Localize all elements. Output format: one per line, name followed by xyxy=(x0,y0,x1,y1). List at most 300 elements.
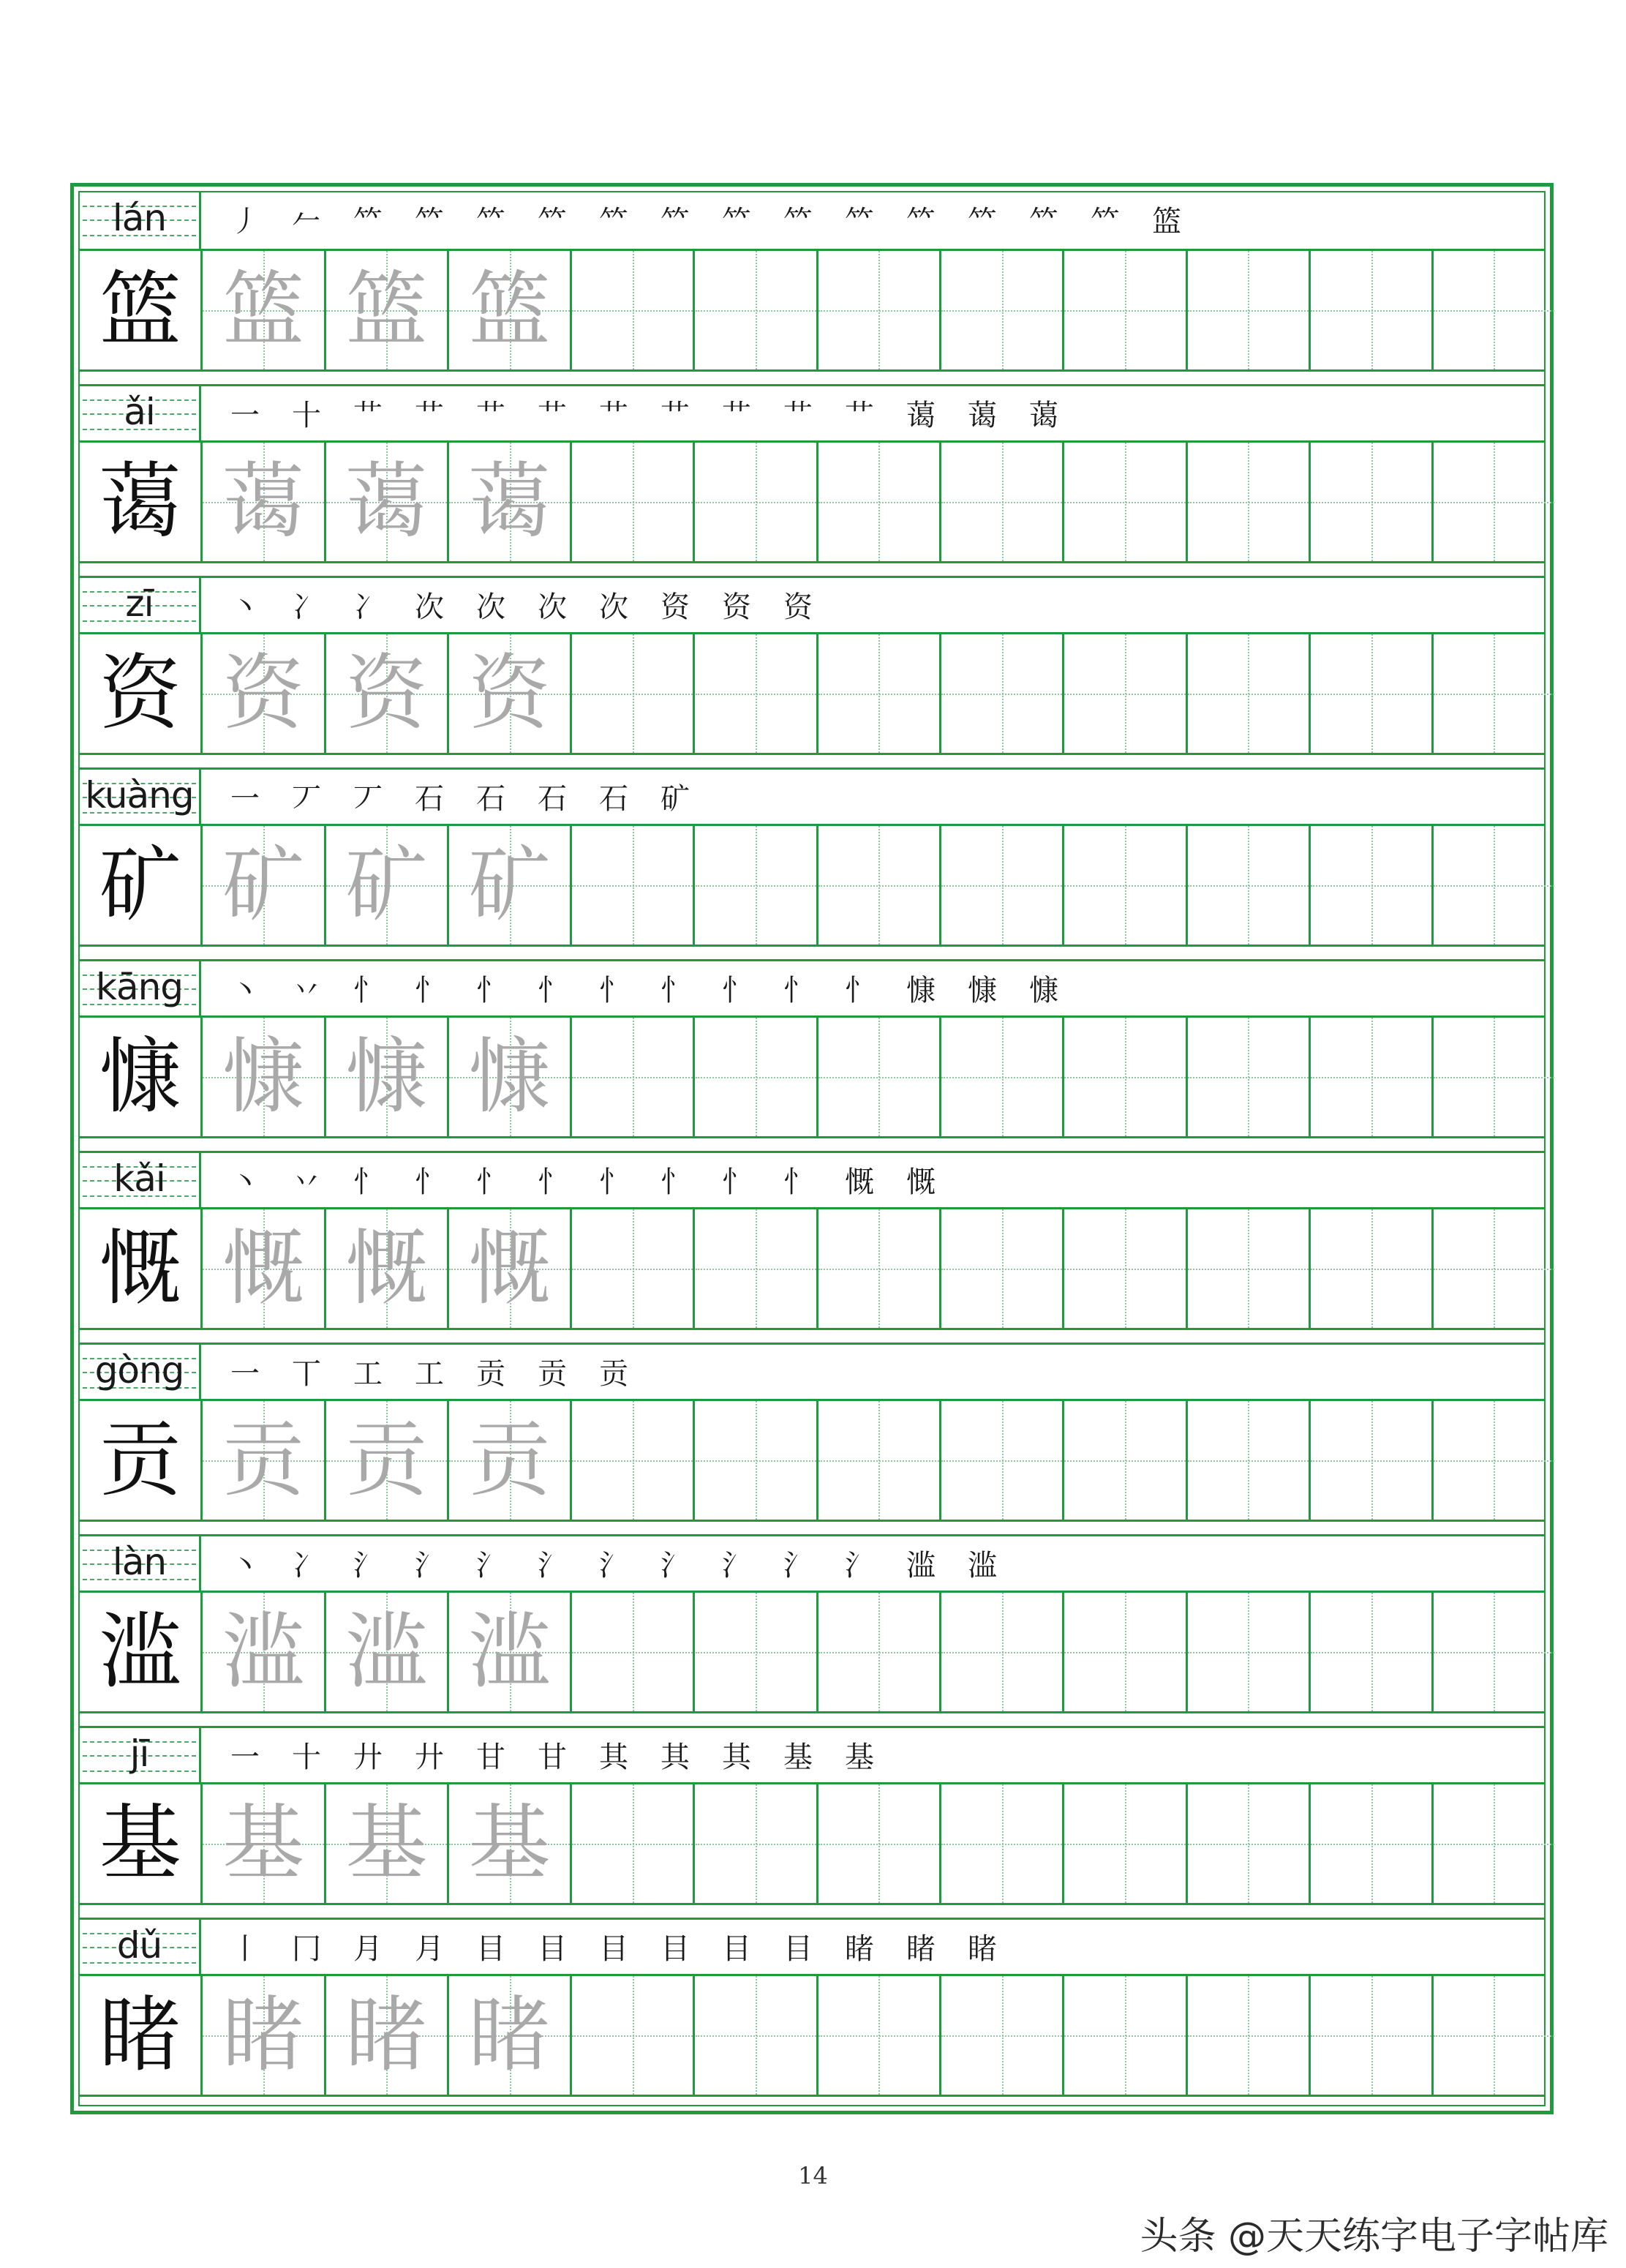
blank-practice-cell[interactable] xyxy=(1434,1018,1554,1136)
trace-character: 矿 xyxy=(222,838,304,933)
blank-practice-cell[interactable] xyxy=(1064,1018,1187,1136)
blank-practice-cell[interactable] xyxy=(1311,1976,1434,2095)
trace-cell xyxy=(326,826,449,945)
blank-practice-cell[interactable] xyxy=(1311,251,1434,369)
stroke-sequence xyxy=(214,392,1544,439)
trace-character: 睹 xyxy=(345,1988,428,2083)
stroke-step: 一 xyxy=(230,1741,260,1774)
model-cell xyxy=(80,1401,203,1520)
horizontal-guide xyxy=(1311,1077,1431,1078)
horizontal-guide xyxy=(1188,1460,1309,1462)
stroke-step: 氵 xyxy=(476,1549,505,1582)
horizontal-guide xyxy=(941,1844,1062,1845)
stroke-step: 甘 xyxy=(476,1741,505,1774)
stroke-step: 一 xyxy=(230,782,260,816)
stroke-order-row xyxy=(80,1343,1544,1401)
stroke-step: 慷 xyxy=(968,974,997,1007)
horizontal-guide xyxy=(1311,1269,1431,1270)
trace-cell xyxy=(203,251,325,369)
trace-character: 慨 xyxy=(222,1221,304,1316)
stroke-step: 𥫗 xyxy=(538,205,567,239)
stroke-step: 甘 xyxy=(538,1741,567,1774)
blank-practice-cell[interactable] xyxy=(1064,1593,1187,1711)
stroke-step: 冫 xyxy=(353,590,383,624)
blank-practice-cell[interactable] xyxy=(572,826,695,945)
trace-cell xyxy=(449,1784,572,1903)
horizontal-guide xyxy=(818,1077,939,1078)
stroke-step: 睹 xyxy=(906,1932,936,1966)
horizontal-guide xyxy=(572,885,693,887)
practice-row xyxy=(80,1534,1544,1726)
blank-practice-cell[interactable] xyxy=(941,826,1064,945)
pinyin-text: làn xyxy=(112,1541,167,1583)
stroke-step: 睹 xyxy=(845,1932,874,1966)
stroke-step: 𥫗 xyxy=(968,205,997,239)
blank-practice-cell[interactable] xyxy=(696,1018,818,1136)
blank-practice-cell[interactable] xyxy=(572,1784,695,1903)
practice-row xyxy=(80,384,1544,576)
horizontal-guide xyxy=(818,885,939,887)
blank-practice-cell[interactable] xyxy=(1434,1593,1554,1711)
horizontal-guide xyxy=(572,1269,693,1270)
stroke-step: 𥫗 xyxy=(660,205,690,239)
stroke-step: 艹 xyxy=(415,399,444,432)
blank-practice-cell[interactable] xyxy=(941,251,1064,369)
trace-character: 慷 xyxy=(468,1029,551,1124)
trace-character: 睹 xyxy=(468,1988,551,2083)
blank-practice-cell[interactable] xyxy=(1064,251,1187,369)
model-cell xyxy=(80,1209,203,1328)
blank-practice-cell[interactable] xyxy=(818,1209,941,1328)
trace-cell xyxy=(326,251,449,369)
horizontal-guide xyxy=(1434,1269,1554,1270)
model-cell xyxy=(80,1593,203,1711)
blank-practice-cell[interactable] xyxy=(572,1018,695,1136)
trace-cell xyxy=(449,443,572,561)
blank-practice-cell[interactable] xyxy=(696,1976,818,2095)
stroke-step: 十 xyxy=(292,399,321,432)
blank-practice-cell[interactable] xyxy=(1434,1209,1554,1328)
stroke-step: 艹 xyxy=(476,399,505,432)
blank-practice-cell[interactable] xyxy=(696,251,818,369)
stroke-step: 忄 xyxy=(722,1165,751,1199)
trace-cell xyxy=(449,1401,572,1520)
blank-practice-cell[interactable] xyxy=(572,634,695,753)
stroke-step: 忄 xyxy=(415,974,444,1007)
model-cell xyxy=(80,826,203,945)
character-grid-row xyxy=(80,634,1544,755)
stroke-sequence xyxy=(214,1926,1544,1972)
practice-row xyxy=(80,1343,1544,1534)
horizontal-guide xyxy=(1188,1269,1309,1270)
blank-practice-cell[interactable] xyxy=(1434,1784,1554,1903)
horizontal-guide xyxy=(941,1460,1062,1462)
model-character: 篮 xyxy=(99,263,181,358)
blank-practice-cell[interactable] xyxy=(1434,443,1554,561)
stroke-order-row xyxy=(80,384,1544,443)
pinyin-cell xyxy=(80,1345,201,1399)
stroke-order-row xyxy=(80,767,1544,826)
horizontal-guide xyxy=(1064,1844,1185,1845)
stroke-step: 其 xyxy=(599,1741,628,1774)
stroke-step: 忄 xyxy=(722,974,751,1007)
blank-practice-cell[interactable] xyxy=(1188,1018,1311,1136)
pinyin-text: kuàng xyxy=(85,774,194,816)
blank-practice-cell[interactable] xyxy=(818,1401,941,1520)
pinyin-cell xyxy=(80,1920,201,1974)
blank-practice-cell[interactable] xyxy=(1064,1784,1187,1903)
trace-cell xyxy=(449,1976,572,2095)
practice-row xyxy=(80,576,1544,767)
horizontal-guide xyxy=(1311,1460,1431,1462)
blank-practice-cell[interactable] xyxy=(818,251,941,369)
trace-cell xyxy=(203,1209,325,1328)
model-character: 睹 xyxy=(99,1988,181,2083)
horizontal-guide xyxy=(696,1077,816,1078)
horizontal-guide xyxy=(1434,885,1554,887)
blank-practice-cell[interactable] xyxy=(1311,826,1434,945)
blank-practice-cell[interactable] xyxy=(572,1976,695,2095)
blank-practice-cell[interactable] xyxy=(1188,443,1311,561)
stroke-step: 资 xyxy=(722,590,751,624)
stroke-step: 艹 xyxy=(722,399,751,432)
trace-character: 蔼 xyxy=(468,454,551,549)
pinyin-cell xyxy=(80,1536,201,1591)
trace-cell xyxy=(449,634,572,753)
pinyin-text: kāng xyxy=(95,966,184,1008)
stroke-step: 丶 xyxy=(230,1549,260,1582)
trace-character: 矿 xyxy=(468,838,551,933)
pinyin-text: dǔ xyxy=(116,1924,162,1967)
blank-practice-cell[interactable] xyxy=(696,443,818,561)
blank-practice-cell[interactable] xyxy=(1064,634,1187,753)
trace-character: 贡 xyxy=(345,1413,428,1508)
trace-cell xyxy=(203,826,325,945)
stroke-order-row xyxy=(80,1534,1544,1593)
trace-character: 基 xyxy=(468,1796,551,1891)
blank-practice-cell[interactable] xyxy=(572,1209,695,1328)
horizontal-guide xyxy=(1188,694,1309,695)
stroke-step: 石 xyxy=(476,782,505,816)
stroke-step: 丶 xyxy=(230,974,260,1007)
stroke-step: 氵 xyxy=(722,1549,751,1582)
stroke-step: 𥫗 xyxy=(845,205,874,239)
character-grid-row xyxy=(80,443,1544,563)
horizontal-guide xyxy=(1188,1844,1309,1845)
trace-cell xyxy=(326,1593,449,1711)
blank-practice-cell[interactable] xyxy=(941,1018,1064,1136)
blank-practice-cell[interactable] xyxy=(1064,443,1187,561)
pinyin-cell xyxy=(80,192,201,249)
blank-practice-cell[interactable] xyxy=(941,1784,1064,1903)
stroke-step: 丿 xyxy=(230,205,260,239)
practice-sheet xyxy=(70,183,1554,2114)
blank-practice-cell[interactable] xyxy=(572,443,695,561)
blank-practice-cell[interactable] xyxy=(1434,251,1554,369)
blank-practice-cell[interactable] xyxy=(572,251,695,369)
trace-cell xyxy=(449,1593,572,1711)
stroke-step: 十 xyxy=(292,1741,321,1774)
stroke-step: 基 xyxy=(845,1741,874,1774)
stroke-step: 丶 xyxy=(230,1165,260,1199)
pinyin-cell xyxy=(80,578,201,632)
horizontal-guide xyxy=(1188,1652,1309,1653)
stroke-step: 忄 xyxy=(538,1165,567,1199)
stroke-step: 𥫗 xyxy=(599,205,628,239)
stroke-step: 忄 xyxy=(538,974,567,1007)
practice-row xyxy=(80,959,1544,1151)
blank-practice-cell[interactable] xyxy=(1188,1784,1311,1903)
horizontal-guide xyxy=(572,1460,693,1462)
stroke-step: 氵 xyxy=(599,1549,628,1582)
blank-practice-cell[interactable] xyxy=(1311,1401,1434,1520)
horizontal-guide xyxy=(818,502,939,503)
character-grid-row xyxy=(80,1593,1544,1713)
stroke-step: 艹 xyxy=(353,399,383,432)
model-cell xyxy=(80,1784,203,1903)
blank-practice-cell[interactable] xyxy=(941,1593,1064,1711)
trace-cell xyxy=(203,443,325,561)
horizontal-guide xyxy=(1434,1460,1554,1462)
stroke-sequence xyxy=(214,198,1544,245)
horizontal-guide xyxy=(696,1460,816,1462)
blank-practice-cell[interactable] xyxy=(1188,251,1311,369)
stroke-step: 忄 xyxy=(845,974,874,1007)
horizontal-guide xyxy=(1434,694,1554,695)
model-character: 慷 xyxy=(99,1029,181,1124)
stroke-sequence xyxy=(214,967,1544,1014)
stroke-step: 氵 xyxy=(660,1549,690,1582)
trace-cell xyxy=(326,1018,449,1136)
stroke-step: 工 xyxy=(353,1357,383,1391)
stroke-step: 丶 xyxy=(230,590,260,624)
horizontal-guide xyxy=(818,1269,939,1270)
horizontal-guide xyxy=(1311,1844,1431,1845)
blank-practice-cell[interactable] xyxy=(941,1401,1064,1520)
horizontal-guide xyxy=(1311,2035,1431,2037)
blank-practice-cell[interactable] xyxy=(696,1209,818,1328)
stroke-step: 𥫗 xyxy=(722,205,751,239)
blank-practice-cell[interactable] xyxy=(1311,443,1434,561)
trace-character: 睹 xyxy=(222,1988,304,2083)
trace-cell xyxy=(203,1018,325,1136)
model-character: 贡 xyxy=(99,1413,181,1508)
stroke-step: 次 xyxy=(599,590,628,624)
horizontal-guide xyxy=(1434,502,1554,503)
blank-practice-cell[interactable] xyxy=(818,1018,941,1136)
blank-practice-cell[interactable] xyxy=(572,1593,695,1711)
blank-practice-cell[interactable] xyxy=(941,443,1064,561)
blank-practice-cell[interactable] xyxy=(1188,826,1311,945)
blank-practice-cell[interactable] xyxy=(696,634,818,753)
blank-practice-cell[interactable] xyxy=(1188,1209,1311,1328)
horizontal-guide xyxy=(572,1844,693,1845)
horizontal-guide xyxy=(818,1460,939,1462)
blank-practice-cell[interactable] xyxy=(818,1976,941,2095)
blank-practice-cell[interactable] xyxy=(1188,1593,1311,1711)
model-character: 滥 xyxy=(99,1604,181,1700)
stroke-step: 𥫗 xyxy=(476,205,505,239)
horizontal-guide xyxy=(1064,885,1185,887)
blank-practice-cell[interactable] xyxy=(1311,1018,1434,1136)
stroke-sequence xyxy=(214,1351,1544,1397)
stroke-step: 忄 xyxy=(476,974,505,1007)
pinyin-cell xyxy=(80,961,201,1015)
stroke-step: 艹 xyxy=(538,399,567,432)
horizontal-guide xyxy=(941,502,1062,503)
pinyin-cell xyxy=(80,1153,201,1207)
horizontal-guide xyxy=(1188,2035,1309,2037)
stroke-step: 滥 xyxy=(906,1549,936,1582)
trace-character: 贡 xyxy=(222,1413,304,1508)
horizontal-guide xyxy=(572,1077,693,1078)
stroke-step: 目 xyxy=(660,1932,690,1966)
model-character: 慨 xyxy=(99,1221,181,1316)
stroke-order-row xyxy=(80,1151,1544,1209)
horizontal-guide xyxy=(1188,885,1309,887)
blank-practice-cell[interactable] xyxy=(572,1401,695,1520)
horizontal-guide xyxy=(818,694,939,695)
blank-practice-cell[interactable] xyxy=(1311,1209,1434,1328)
stroke-step: 忄 xyxy=(660,974,690,1007)
horizontal-guide xyxy=(696,885,816,887)
horizontal-guide xyxy=(572,502,693,503)
horizontal-guide xyxy=(1188,502,1309,503)
stroke-step: 忄 xyxy=(353,1165,383,1199)
trace-cell xyxy=(203,1593,325,1711)
stroke-sequence xyxy=(214,584,1544,631)
horizontal-guide xyxy=(696,1844,816,1845)
pinyin-text: gòng xyxy=(94,1349,184,1392)
horizontal-guide xyxy=(941,885,1062,887)
stroke-step: 忄 xyxy=(353,974,383,1007)
stroke-step: 蔼 xyxy=(1029,399,1058,432)
horizontal-guide xyxy=(1434,2035,1554,2037)
blank-practice-cell[interactable] xyxy=(1188,634,1311,753)
stroke-step: 一 xyxy=(230,399,260,432)
horizontal-guide xyxy=(572,310,693,312)
trace-character: 滥 xyxy=(222,1604,304,1700)
blank-practice-cell[interactable] xyxy=(941,1976,1064,2095)
stroke-step: 目 xyxy=(538,1932,567,1966)
stroke-step: 慷 xyxy=(906,974,936,1007)
pinyin-text: jī xyxy=(129,1732,149,1775)
blank-practice-cell[interactable] xyxy=(1434,634,1554,753)
trace-character: 基 xyxy=(222,1796,304,1891)
trace-cell xyxy=(326,634,449,753)
blank-practice-cell[interactable] xyxy=(696,1784,818,1903)
stroke-step: 贡 xyxy=(599,1357,628,1391)
horizontal-guide xyxy=(1188,310,1309,312)
horizontal-guide xyxy=(818,1652,939,1653)
stroke-step: 廾 xyxy=(415,1741,444,1774)
trace-character: 资 xyxy=(222,646,304,741)
stroke-step: 资 xyxy=(660,590,690,624)
stroke-step: 丷 xyxy=(292,974,321,1007)
stroke-step: 丨 xyxy=(230,1932,260,1966)
practice-grid xyxy=(78,191,1546,2106)
blank-practice-cell[interactable] xyxy=(1311,634,1434,753)
blank-practice-cell[interactable] xyxy=(818,826,941,945)
blank-practice-cell[interactable] xyxy=(696,826,818,945)
stroke-step: 篮 xyxy=(1152,205,1181,239)
character-grid-row xyxy=(80,1018,1544,1138)
horizontal-guide xyxy=(1064,310,1185,312)
blank-practice-cell[interactable] xyxy=(1434,826,1554,945)
stroke-step: 忄 xyxy=(599,1165,628,1199)
blank-practice-cell[interactable] xyxy=(1311,1593,1434,1711)
stroke-step: 氵 xyxy=(783,1549,813,1582)
stroke-step: 𥫗 xyxy=(415,205,444,239)
trace-character: 资 xyxy=(468,646,551,741)
blank-practice-cell[interactable] xyxy=(696,1593,818,1711)
blank-practice-cell[interactable] xyxy=(1064,1209,1187,1328)
blank-practice-cell[interactable] xyxy=(1434,1401,1554,1520)
model-cell xyxy=(80,443,203,561)
trace-cell xyxy=(203,1976,325,2095)
practice-row xyxy=(80,767,1544,959)
stroke-step: 氵 xyxy=(415,1549,444,1582)
character-grid-row xyxy=(80,1401,1544,1522)
blank-practice-cell[interactable] xyxy=(818,443,941,561)
trace-cell xyxy=(326,1209,449,1328)
blank-practice-cell[interactable] xyxy=(1064,1976,1187,2095)
stroke-step: 其 xyxy=(722,1741,751,1774)
blank-practice-cell[interactable] xyxy=(1311,1784,1434,1903)
stroke-step: 廾 xyxy=(353,1741,383,1774)
character-grid-row xyxy=(80,251,1544,372)
stroke-step: 目 xyxy=(599,1932,628,1966)
trace-character: 慨 xyxy=(345,1221,428,1316)
trace-character: 篮 xyxy=(222,263,304,358)
horizontal-guide xyxy=(818,1844,939,1845)
stroke-step: 睹 xyxy=(968,1932,997,1966)
stroke-step: 艹 xyxy=(599,399,628,432)
stroke-order-row xyxy=(80,1918,1544,1976)
horizontal-guide xyxy=(1064,1269,1185,1270)
practice-row xyxy=(80,1918,1544,2109)
horizontal-guide xyxy=(941,1269,1062,1270)
trace-cell xyxy=(449,251,572,369)
character-grid-row xyxy=(80,1784,1544,1905)
horizontal-guide xyxy=(1434,310,1554,312)
model-character: 基 xyxy=(99,1796,181,1891)
blank-practice-cell[interactable] xyxy=(1188,1976,1311,2095)
practice-row xyxy=(80,192,1544,384)
blank-practice-cell[interactable] xyxy=(818,1593,941,1711)
blank-practice-cell[interactable] xyxy=(1064,1401,1187,1520)
blank-practice-cell[interactable] xyxy=(818,1784,941,1903)
blank-practice-cell[interactable] xyxy=(1188,1401,1311,1520)
stroke-step: 氵 xyxy=(538,1549,567,1582)
blank-practice-cell[interactable] xyxy=(1434,1976,1554,2095)
trace-cell xyxy=(449,1018,572,1136)
stroke-step: 次 xyxy=(415,590,444,624)
trace-character: 慨 xyxy=(468,1221,551,1316)
horizontal-guide xyxy=(572,1652,693,1653)
blank-practice-cell[interactable] xyxy=(941,1209,1064,1328)
horizontal-guide xyxy=(696,310,816,312)
stroke-step: 丷 xyxy=(292,1165,321,1199)
stroke-order-row xyxy=(80,192,1544,251)
horizontal-guide xyxy=(818,2035,939,2037)
model-cell xyxy=(80,1976,203,2095)
blank-practice-cell[interactable] xyxy=(941,634,1064,753)
blank-practice-cell[interactable] xyxy=(1064,826,1187,945)
blank-practice-cell[interactable] xyxy=(818,634,941,753)
blank-practice-cell[interactable] xyxy=(696,1401,818,1520)
trace-character: 矿 xyxy=(345,838,428,933)
